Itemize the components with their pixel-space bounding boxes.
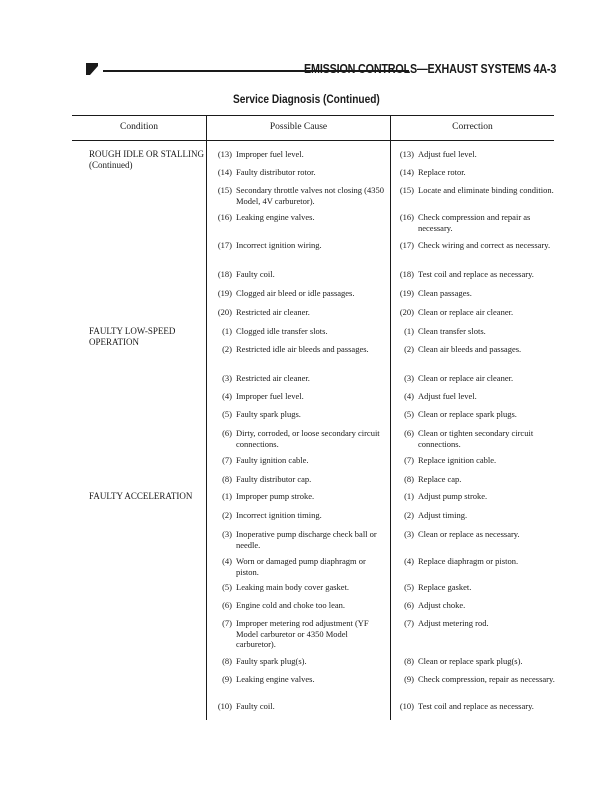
correction-text: Clean or replace air cleaner. — [418, 373, 514, 383]
correction-text: Clean air bleeds and passages. — [418, 344, 522, 354]
correction-number: (6) — [404, 428, 414, 438]
correction-text: Replace cap. — [418, 474, 462, 484]
correction-number: (4) — [404, 391, 414, 401]
cause-number: (4) — [222, 556, 232, 566]
correction-text: Test coil and replace as necessary. — [418, 701, 534, 711]
correction-text: Clean or replace as necessary. — [418, 529, 520, 539]
correction-text: Adjust fuel level. — [418, 391, 477, 401]
cause-number: (17) — [217, 240, 232, 250]
cause-text: Secondary throttle valves not closing (4350 Model, 4V carburetor). — [236, 185, 385, 206]
correction-text: Replace gasket. — [418, 582, 472, 592]
condition-rough-idle: ROUGH IDLE OR STALLING (Continued) — [89, 149, 205, 170]
cause-number: (1) — [222, 491, 232, 501]
correction-number: (17) — [399, 240, 414, 250]
correction-number: (7) — [404, 455, 414, 465]
correction-text: Adjust pump stroke. — [418, 491, 488, 501]
cause-number: (2) — [222, 344, 232, 354]
correction-number: (5) — [404, 582, 414, 592]
cause-number: (7) — [222, 455, 232, 465]
correction-number: (15) — [399, 185, 414, 195]
cause-text: Clogged air bleed or idle passages. — [236, 288, 355, 298]
correction-text: Clean or replace air cleaner. — [418, 307, 514, 317]
correction-number: (3) — [404, 529, 414, 539]
cause-text: Faulty distributor rotor. — [236, 167, 316, 177]
cause-text: Leaking main body cover gasket. — [236, 582, 350, 592]
correction-number: (20) — [399, 307, 414, 317]
cause-number: (6) — [222, 428, 232, 438]
cause-text: Faulty ignition cable. — [236, 455, 309, 465]
cause-number: (1) — [222, 326, 232, 336]
table-top-rule — [72, 115, 554, 116]
table-header-rule — [72, 140, 554, 141]
correction-text: Adjust choke. — [418, 600, 466, 610]
correction-number: (7) — [404, 618, 414, 628]
correction-number: (2) — [404, 510, 414, 520]
cause-number: (20) — [217, 307, 232, 317]
cause-text: Improper fuel level. — [236, 391, 304, 401]
cause-text: Inoperative pump discharge check ball or needle. — [236, 529, 377, 550]
header-title: EMISSION CONTROLS—EXHAUST SYSTEMS 4A-3 — [303, 62, 556, 76]
correction-number: (16) — [399, 212, 414, 222]
cause-text: Incorrect ignition wiring. — [236, 240, 322, 250]
cause-number: (8) — [222, 656, 232, 666]
column-header-correction: Correction — [452, 122, 493, 132]
correction-text: Clean or tighten secondary circuit connections. — [418, 428, 534, 449]
cause-text: Incorrect ignition timing. — [236, 510, 322, 520]
correction-text: Check compression and repair as necessary. — [418, 212, 531, 233]
correction-number: (2) — [404, 344, 414, 354]
correction-number: (9) — [404, 674, 414, 684]
correction-text: Clean passages. — [418, 288, 472, 298]
cause-text: Dirty, corroded, or loose secondary circuit connections. — [236, 428, 380, 449]
correction-text: Clean or replace spark plug(s). — [418, 656, 523, 666]
correction-text: Check compression, repair as necessary. — [418, 674, 555, 684]
cause-number: (9) — [222, 674, 232, 684]
cause-text: Faulty coil. — [236, 269, 275, 279]
cause-number: (4) — [222, 391, 232, 401]
cause-text: Faulty distributor cap. — [236, 474, 312, 484]
correction-number: (8) — [404, 656, 414, 666]
correction-text: Locate and eliminate binding condition. — [418, 185, 554, 195]
correction-number: (10) — [399, 701, 414, 711]
cause-text: Restricted air cleaner. — [236, 307, 310, 317]
cause-text: Engine cold and choke too lean. — [236, 600, 346, 610]
cause-text: Clogged idle transfer slots. — [236, 326, 328, 336]
cause-number: (3) — [222, 529, 232, 539]
correction-number: (6) — [404, 600, 414, 610]
cause-text: Restricted air cleaner. — [236, 373, 310, 383]
cause-text: Faulty coil. — [236, 701, 275, 711]
correction-number: (5) — [404, 409, 414, 419]
cause-text: Leaking engine valves. — [236, 674, 315, 684]
cause-number: (2) — [222, 510, 232, 520]
correction-text: Check wiring and correct as necessary. — [418, 240, 551, 250]
cause-number: (8) — [222, 474, 232, 484]
correction-text: Adjust metering rod. — [418, 618, 489, 628]
column-header-condition: Condition — [119, 122, 158, 132]
correction-text: Replace rotor. — [418, 167, 466, 177]
cause-number: (14) — [217, 167, 232, 177]
cause-text: Improper pump stroke. — [236, 491, 315, 501]
cause-number: (18) — [217, 269, 232, 279]
corner-logo-icon — [86, 63, 98, 75]
column-divider-2 — [390, 115, 391, 720]
cause-number: (16) — [217, 212, 232, 222]
correction-text: Replace diaphragm or piston. — [418, 556, 519, 566]
condition-faulty-acceleration: FAULTY ACCELERATION — [89, 491, 193, 501]
correction-number: (18) — [399, 269, 414, 279]
correction-number: (14) — [399, 167, 414, 177]
correction-number: (8) — [404, 474, 414, 484]
correction-number: (1) — [404, 326, 414, 336]
cause-number: (19) — [217, 288, 232, 298]
correction-text: Replace ignition cable. — [418, 455, 497, 465]
cause-text: Restricted idle air bleeds and passages. — [236, 344, 369, 354]
cause-number: (7) — [222, 618, 232, 628]
table-title-text: Service Diagnosis (Continued) — [232, 94, 380, 106]
cause-number: (5) — [222, 409, 232, 419]
correction-text: Clean transfer slots. — [418, 326, 486, 336]
cause-text: Improper metering rod adjustment (YF Model carburetor or 4350 Model carburetor). — [236, 618, 369, 649]
correction-number: (13) — [399, 149, 414, 159]
cause-number: (15) — [217, 185, 232, 195]
cause-number: (10) — [217, 701, 232, 711]
cause-number: (5) — [222, 582, 232, 592]
cause-number: (13) — [217, 149, 232, 159]
cause-text: Faulty spark plugs. — [236, 409, 301, 419]
column-divider-1 — [206, 115, 207, 720]
correction-number: (3) — [404, 373, 414, 383]
cause-number: (6) — [222, 600, 232, 610]
cause-text: Faulty spark plug(s). — [236, 656, 307, 666]
cause-text: Leaking engine valves. — [236, 212, 315, 222]
cause-number: (3) — [222, 373, 232, 383]
table-title — [0, 94, 612, 106]
correction-text: Test coil and replace as necessary. — [418, 269, 534, 279]
correction-text: Adjust timing. — [418, 510, 468, 520]
correction-number: (1) — [404, 491, 414, 501]
cause-text: Improper fuel level. — [236, 149, 304, 159]
page-header — [86, 62, 556, 78]
correction-text: Adjust fuel level. — [418, 149, 477, 159]
correction-number: (19) — [399, 288, 414, 298]
cause-text: Worn or damaged pump diaphragm or piston. — [236, 556, 366, 577]
correction-text: Clean or replace spark plugs. — [418, 409, 517, 419]
condition-faulty-low-speed: FAULTY LOW-SPEED OPERATION — [89, 326, 176, 347]
correction-number: (4) — [404, 556, 414, 566]
column-header-possible-cause: Possible Cause — [269, 122, 328, 132]
